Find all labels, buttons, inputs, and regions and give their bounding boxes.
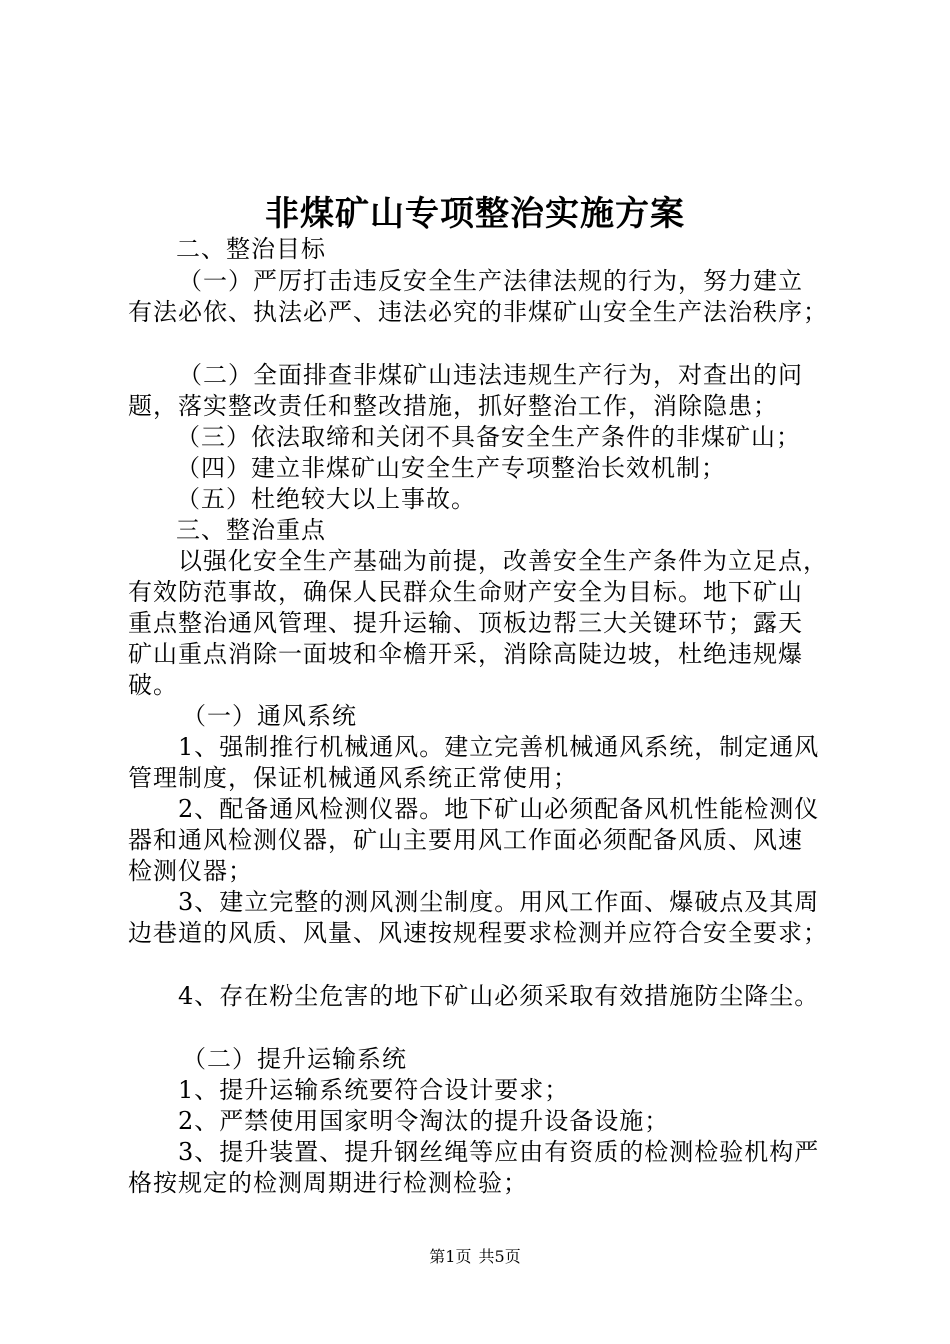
paragraph-line: 2、严禁使用国家明令淘汰的提升设备设施； bbox=[178, 1107, 670, 1135]
paragraph-line: 3、建立完整的测风测尘制度。用风工作面、爆破点及其周 bbox=[178, 888, 820, 916]
paragraph-line: 边巷道的风质、风量、风速按规程要求检测并应符合安全要求； bbox=[128, 919, 828, 947]
page-total: 共5页 bbox=[478, 1247, 521, 1266]
paragraph-line: 1、强制推行机械通风。建立完善机械通风系统，制定通风 bbox=[178, 733, 820, 761]
paragraph-line: 4、存在粉尘危害的地下矿山必须采取有效措施防尘降尘。 bbox=[178, 982, 820, 1010]
paragraph-line: 3、提升装置、提升钢丝绳等应由有资质的检测检验机构严 bbox=[178, 1138, 820, 1166]
subsection-heading: （二）提升运输系统 bbox=[182, 1045, 407, 1073]
paragraph-line: 检测仪器； bbox=[128, 857, 253, 885]
subsection-heading: （一）通风系统 bbox=[182, 702, 357, 730]
paragraph-line: （二）全面排查非煤矿山违法违规生产行为，对查出的问 bbox=[178, 361, 803, 389]
paragraph-line: （一）严厉打击违反安全生产法律法规的行为，努力建立 bbox=[178, 267, 803, 295]
paragraph-line: 矿山重点消除一面坡和伞檐开采，消除高陡边坡，杜绝违规爆 bbox=[128, 640, 803, 668]
paragraph-line: 器和通风检测仪器，矿山主要用风工作面必须配备风质、风速 bbox=[128, 826, 803, 854]
page-footer bbox=[0, 1244, 950, 1267]
paragraph-line: 以强化安全生产基础为前提，改善安全生产条件为立足点， bbox=[178, 547, 828, 575]
paragraph-line: 格按规定的检测周期进行检测检验； bbox=[128, 1169, 528, 1197]
paragraph-line: 有法必依、执法必严、违法必究的非煤矿山安全生产法治秩序； bbox=[128, 298, 828, 326]
paragraph-line: 有效防范事故，确保人民群众生命财产安全为目标。地下矿山 bbox=[128, 578, 803, 606]
paragraph-line: （四）建立非煤矿山安全生产专项整治长效机制； bbox=[176, 454, 726, 482]
section-heading: 三、整治重点 bbox=[176, 516, 326, 544]
paragraph-line: 2、配备通风检测仪器。地下矿山必须配备风机性能检测仪 bbox=[178, 795, 820, 823]
page-number: 第1页 bbox=[429, 1247, 472, 1266]
paragraph-line: 题，落实整改责任和整改措施，抓好整治工作，消除隐患； bbox=[128, 392, 778, 420]
paragraph-line: 破。 bbox=[128, 671, 178, 699]
paragraph-line: （三）依法取缔和关闭不具备安全生产条件的非煤矿山； bbox=[176, 423, 801, 451]
paragraph-line: （五）杜绝较大以上事故。 bbox=[176, 485, 476, 513]
paragraph-line: 重点整治通风管理、提升运输、顶板边帮三大关键环节；露天 bbox=[128, 609, 803, 637]
paragraph-line: 管理制度，保证机械通风系统正常使用； bbox=[128, 764, 578, 792]
section-heading: 二、整治目标 bbox=[176, 235, 326, 263]
paragraph-line: 1、提升运输系统要符合设计要求； bbox=[178, 1076, 570, 1104]
document-title: 非煤矿山专项整治实施方案 bbox=[265, 194, 685, 234]
